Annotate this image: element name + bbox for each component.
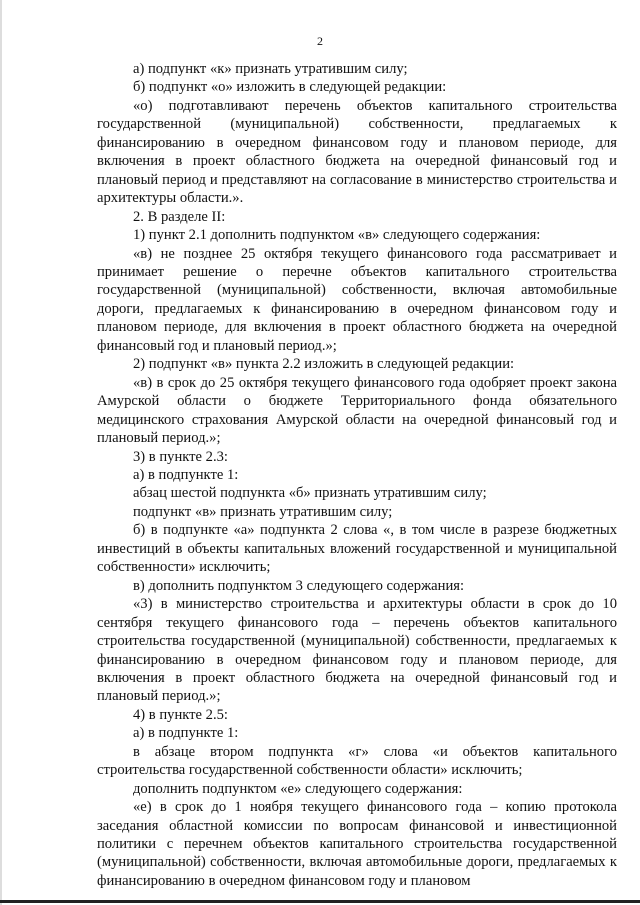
paragraph-14: в) дополнить подпунктом 3 следующего содержания: bbox=[133, 577, 465, 594]
paragraph-9: 3) в пункте 2.3: bbox=[133, 448, 228, 465]
paragraph-8: «в) в срок до 25 октября текущего финансового года одобряет проект закона Амурской области о бюджете Территориального фонда обязательного медицинского страхования Амурской области на очередной финансовый год и плановый период.»; bbox=[97, 374, 617, 447]
paragraph-1: а) подпункт «к» признать утратившим силу; bbox=[133, 61, 408, 77]
paragraph-15: «3) в министерство строительства и архитектуры области в срок до 10 сентября текущего финансового года – перечень объектов капитального строительства государственной (муниципальной) собственности, предлагаемых к финансированию в очередном финансовом году и плановом периоде, для включения в проект областного бюджета на очередной финансовый год и плановый период.»; bbox=[97, 596, 617, 705]
paragraph-7: 2) подпункт «в» пункта 2.2 изложить в следующей редакции: bbox=[133, 356, 515, 373]
paragraph-3: «о) подготавливают перечень объектов капитального строительства государственной (муниципальной) собственности, предлагаемых к финансированию в очередном финансовом году и плановом периоде, для включения в проект областного бюджета на очередной финансовый год и плановый период и представляют на согласование в министерство строительства и архитектуры области.». bbox=[97, 97, 617, 207]
paragraph-19: дополнить подпунктом «е» следующего содержания: bbox=[133, 780, 463, 797]
paragraph-10: а) в подпункте 1: bbox=[133, 466, 239, 483]
paragraph-17: а) в подпункте 1: bbox=[133, 725, 239, 742]
paragraph-2: б) подпункт «о» изложить в следующей редакции: bbox=[133, 79, 447, 96]
scan-edge bbox=[0, 0, 2, 905]
paragraph-16: 4) в пункте 2.5: bbox=[133, 706, 228, 723]
paragraph-12: подпункт «в» признать утратившим силу; bbox=[133, 503, 393, 520]
paragraph-6: «в) не позднее 25 октября текущего финансового года рассматривает и принимает решение о перечне объектов капитального строительства государственной (муниципальной) собственности, включая автомобильные дороги, предлагаемых к финансированию в очередном финансовом году и плановом периоде, для включения в проект областного бюджета на очередной финансовый год и плановый период.»; bbox=[97, 245, 617, 354]
document-body bbox=[97, 60, 617, 890]
paragraph-20: «е) в срок до 1 ноября текущего финансового года – копию протокола заседания областной комиссии по вопросам финансовой и инвестиционной политики с перечнем объектов капитального строительства государственной (муниципальной) собственности, включая автомобильные дороги, предлагаемых к финансированию в очередном финансовом году и плановом bbox=[97, 799, 617, 889]
paragraph-18: в абзаце втором подпункта «г» слова «и объектов капитального строительства государственной собственности области» исключить; bbox=[97, 743, 617, 779]
paragraph-11: абзац шестой подпункта «б» признать утратившим силу; bbox=[133, 485, 487, 502]
page-number: 2 bbox=[317, 34, 323, 48]
scan-bottom-edge bbox=[0, 900, 640, 903]
paragraph-13: б) в подпункте «а» подпункта 2 слова «, в том числе в разрезе бюджетных инвестиций в объекты капитальных вложений государственной и муниципальной собственности» исключить; bbox=[97, 522, 617, 576]
paragraph-4: 2. В разделе II: bbox=[133, 208, 226, 225]
paragraph-5: 1) пункт 2.1 дополнить подпунктом «в» следующего содержания: bbox=[133, 227, 541, 244]
